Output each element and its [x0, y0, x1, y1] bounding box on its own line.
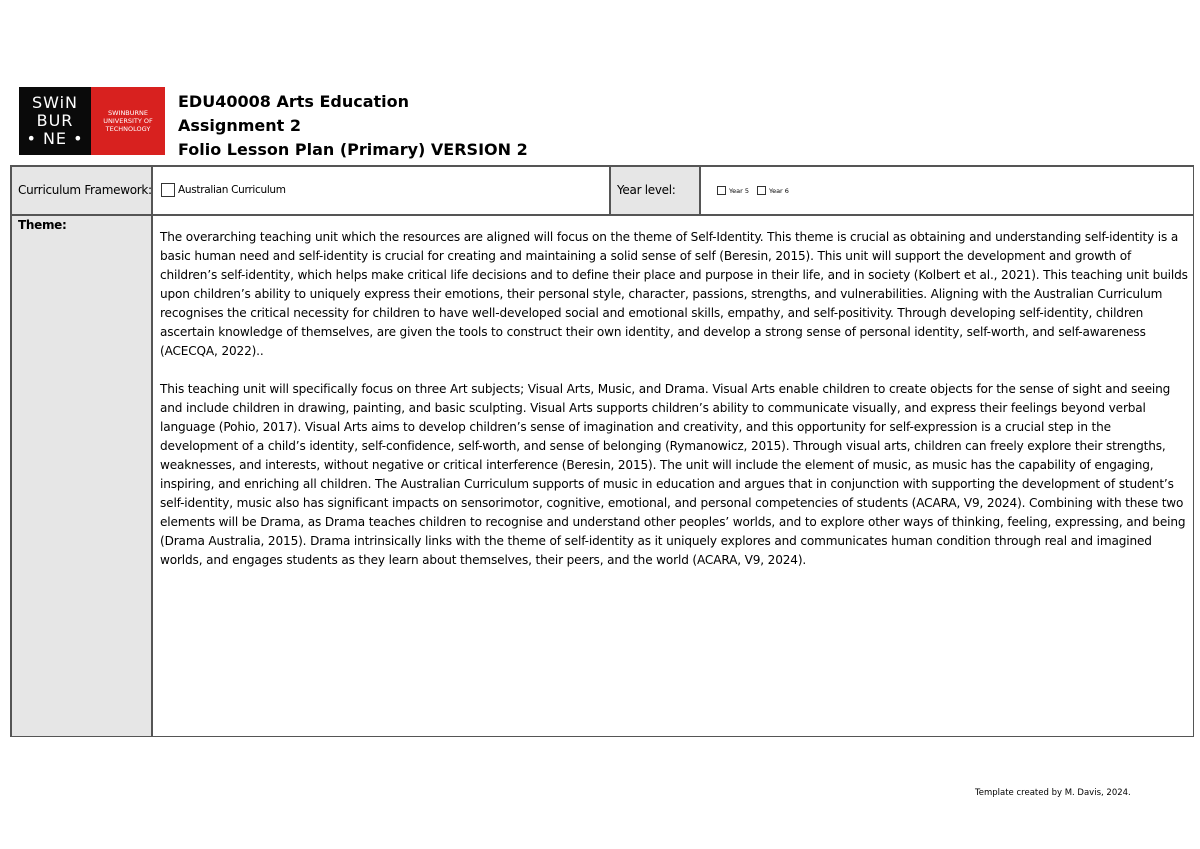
logo-line-1: SWiN: [31, 93, 79, 112]
document-title: Folio Lesson Plan (Primary) VERSION 2: [178, 140, 528, 159]
year-6-label: Year 6: [768, 186, 789, 195]
logo-red-line-2: UNIVERSITY OF: [103, 117, 153, 125]
year-level-value-cell: [700, 166, 1194, 215]
theme-label-cell: [11, 215, 152, 737]
year-5-label: Year 5: [729, 186, 749, 195]
theme-text: [160, 228, 1190, 589]
theme-paragraph: The overarching teaching unit which the resources are aligned will focus on the theme of Self-Identity. This theme is crucial as obtaining and understanding self-identity is a basic human need and self-identity is crucial for creating and maintaining a solid sense of self (Beresin, 2015). This unit will support the development and growth of children’s self-identity, which helps make critical life decisions and to define their place and purpose in their life, and in society (Kolbert et al., 2021). This teaching unit builds upon children’s ability to uniquely express their emotions, their personal style, character, passions, strengths, and vulnerabilities. Aligning with the Australian Curriculum recognises the critical necessity for children to have well-developed social and emotional skills, empathy, and self-positivity. Through developing self-identity, children ascertain knowledge of themselves, are given the tools to construct their own identity, and develop a strong sense of personal identity, self-worth, and self-awareness (ACECQA, 2022)..: [160, 230, 1188, 358]
lesson-plan-table: [10, 165, 1194, 737]
curriculum-label-cell: [11, 166, 152, 215]
course-title: EDU40008 Arts Education: [178, 92, 410, 111]
curriculum-label: Curriculum Framework:: [18, 183, 152, 197]
curriculum-option-label: Australian Curriculum: [178, 184, 286, 196]
year-6-checkbox[interactable]: [757, 186, 766, 195]
year-level-label: Year level:: [617, 183, 676, 197]
curriculum-option[interactable]: [161, 183, 286, 197]
curriculum-value-cell: [152, 166, 610, 215]
document-header: [178, 90, 528, 162]
year-level-options: [717, 186, 797, 195]
logo-wordmark: [19, 87, 91, 155]
logo-line-2: BUR: [36, 111, 74, 130]
year-option-5[interactable]: [717, 186, 749, 195]
logo-university-name: [91, 87, 165, 155]
assignment-title: Assignment 2: [178, 116, 302, 135]
curriculum-checkbox[interactable]: [161, 183, 175, 197]
theme-label: Theme:: [18, 218, 67, 232]
logo-red-line-3: TECHNOLOGY: [105, 125, 151, 133]
theme-content-cell[interactable]: [152, 215, 1194, 737]
theme-paragraph: This teaching unit will specifically focus on three Art subjects; Visual Arts, Music, and Drama. Visual Arts enable children to create objects for the sense of sight and seeing and include children in drawing, painting, and basic sculpting. Visual Arts supports children’s ability to communicate visually, and express their feelings beyond verbal language (Pohio, 2017). Visual Arts aims to develop children’s sense of imagination and creativity, and this opportunity for self-expression is a crucial step in the development of a child’s identity, self-confidence, self-worth, and sense of belonging (Rymanowicz, 2015). Through visual arts, children can freely explore their strengths, weaknesses, and interests, without negative or critical interference (Beresin, 2015). The unit will include the element of music, as music has the capability of engaging, inspiring, and enriching all children. The Australian Curriculum supports of music in education and argues that in conjunction with supporting the development of student’s self-identity, music also has significant impacts on sensorimotor, cognitive, emotional, and personal competencies of students (ACARA, V9, 2024). Combining with these two elements will be Drama, as Drama teaches children to recognise and understand other peoples’ worlds, and to explore other ways of thinking, feeling, expressing, and being (Drama Australia, 2015). Drama intrinsically links with the theme of self-identity as it uniquely explores and communicates human condition through real and imagined worlds, and engages students as they learn about themselves, their peers, and the world (ACARA, V9, 2024).: [160, 382, 1186, 567]
swinburne-logo: [19, 87, 165, 155]
year-level-label-cell: [610, 166, 700, 215]
template-credit: Template created by M. Davis, 2024.: [975, 788, 1131, 798]
logo-red-line-1: SWINBURNE: [107, 109, 149, 117]
year-option-6[interactable]: [757, 186, 789, 195]
logo-line-3: • NE •: [26, 129, 84, 148]
year-5-checkbox[interactable]: [717, 186, 726, 195]
